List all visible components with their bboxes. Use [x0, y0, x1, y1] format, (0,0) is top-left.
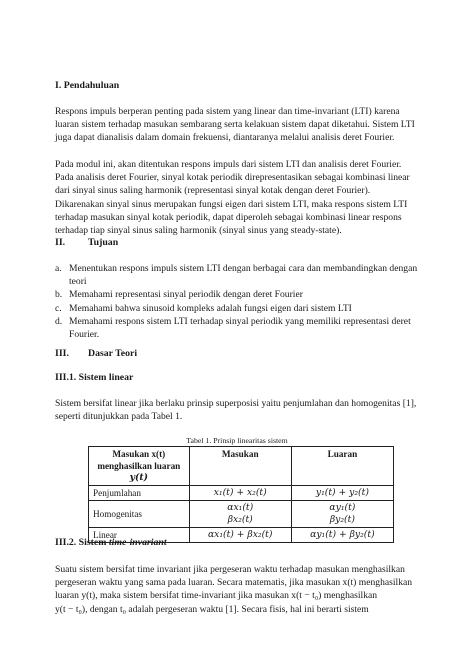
intro-p2-line: Dikarenakan sinyal sinus merupakan fungsi eigen dari sistem LTI, maka respons sistem LTI	[55, 198, 408, 210]
table-cell: αy₁(t) + βy₂(t)	[291, 528, 393, 543]
list-item-text: teori	[69, 276, 87, 288]
table-cell: αx₁(t) + βx₂(t)	[189, 528, 291, 543]
table-header-row	[89, 447, 394, 486]
table-header-cell	[89, 447, 190, 486]
list-item-text: Memahami representasi sinyal periodik dengan deret Fourier	[69, 289, 303, 301]
intro-p2-line: Pada analisis deret Fourier, sinyal kotak periodik direpresentasikan sebagai kombinasi linear	[55, 172, 410, 184]
linear-line: Sistem bersifat linear jika berlaku prinsip superposisi yaitu penjumlahan dan homogenitas [1],	[55, 398, 417, 409]
table-caption: Tabel 1. Prinsip linearitas sistem	[186, 436, 288, 445]
table-cell: Linear	[89, 528, 190, 543]
table-header-cell: Luaran	[291, 447, 393, 486]
list-item	[55, 302, 425, 315]
list-marker: a.	[55, 263, 62, 274]
tujuan-number: II.	[55, 237, 66, 248]
dasar-teori-heading: Dasar Teori	[88, 348, 138, 359]
list-marker: c.	[55, 302, 62, 314]
list-item-text: Memahami respons sistem LTI terhadap sinyal periodik yang memiliki representasi deret	[69, 315, 411, 327]
table-header-cell: Masukan	[189, 447, 291, 486]
list-item	[55, 315, 425, 341]
tujuan-list	[55, 262, 425, 341]
ti-line: y(t − t₀), dengan t₀ adalah pergeseran waktu [1]. Secara fisis, hal ini berarti sistem	[55, 603, 369, 615]
intro-p1-line: juga dapat dianalisis dalam domain frekuensi, diantaranya melalui analisis deret Fourier.	[55, 132, 395, 144]
header-text: y(t)	[129, 472, 148, 483]
subsection-heading-time-invariant	[55, 537, 167, 548]
intro-p2-line: terhadap tiap sinyal sinus saling harmonik (sinyal sinus yang steady-state).	[55, 225, 342, 237]
table-cell: Penjumlahan	[89, 486, 190, 501]
intro-paragraph-1	[55, 105, 423, 145]
list-item-text: Memahami bahwa sinusoid kompleks adalah fungsi eigen dari sistem LTI	[69, 302, 352, 314]
table-row	[89, 501, 394, 528]
subsection-heading-linear: III.1. Sistem linear	[55, 372, 134, 383]
table-cell	[189, 501, 291, 528]
table-row	[89, 486, 394, 501]
subsection-italic: time-invariant	[108, 537, 167, 548]
cell-line: αx₁(t)	[227, 502, 254, 513]
table-cell: x₁(t) + x₂(t)	[189, 486, 291, 501]
list-marker: d.	[55, 315, 63, 327]
tujuan-heading: Tujuan	[88, 237, 119, 248]
linearity-table	[88, 446, 394, 543]
header-text: Masukan x(t)	[112, 449, 166, 459]
list-item	[55, 262, 425, 288]
cell-line: αy₁(t)	[329, 502, 356, 513]
dasar-teori-number: III.	[55, 348, 69, 359]
header-text: menghasilkan luaran	[97, 461, 181, 471]
list-item	[55, 288, 425, 301]
list-marker: b.	[55, 289, 63, 301]
linear-paragraph	[55, 397, 423, 423]
intro-p1-line: Respons impuls berperan penting pada sistem yang linear dan time-invariant (LTI) karena	[55, 106, 400, 117]
intro-p2-line: dari sinyal sinus saling harmonik (representasi sinyal kotak dengan deret Fourier).	[55, 185, 371, 197]
ti-line: luaran y(t), maka sistem bersifat time-invariant jika masukan x(t − t₀) menghasilkan	[55, 590, 378, 602]
cell-line: βx₂(t)	[227, 514, 253, 525]
table-cell: Homogenitas	[89, 501, 190, 528]
intro-p2-line: terhadap masukan sinyal kotak periodik, dapat diperoleh sebagai kombinasi linear respons	[55, 211, 402, 223]
table-cell: y₁(t) + y₂(t)	[291, 486, 393, 501]
subsection-prefix: III.2. Sistem	[55, 537, 107, 548]
time-invariant-paragraph	[55, 563, 423, 616]
linear-line: seperti ditunjukkan pada Tabel 1.	[55, 411, 183, 423]
intro-heading: I. Pendahuluan	[55, 80, 120, 91]
table-cell	[291, 501, 393, 528]
ti-line: pergeseran waktu yang sama pada luaran. Secara matematis, jika masukan x(t) menghasilkan	[55, 577, 413, 589]
intro-paragraph-2	[55, 158, 423, 237]
intro-p1-line: luaran sistem terhadap masukan sembarang serta kelakuan sistem dapat diketahui. Sistem LTI	[55, 119, 415, 131]
intro-p2-line: Pada modul ini, akan ditentukan respons impuls dari sistem LTI dan analisis deret Fourier.	[55, 159, 402, 170]
list-item-text: Menentukan respons impuls sistem LTI dengan berbagai cara dan membandingkan dengan	[69, 263, 418, 274]
cell-line: βy₂(t)	[329, 514, 355, 525]
list-item-text: Fourier.	[69, 329, 100, 341]
ti-line: Suatu sistem bersifat time invariant jika pergeseran waktu terhadap masukan menghasilkan	[55, 564, 405, 575]
